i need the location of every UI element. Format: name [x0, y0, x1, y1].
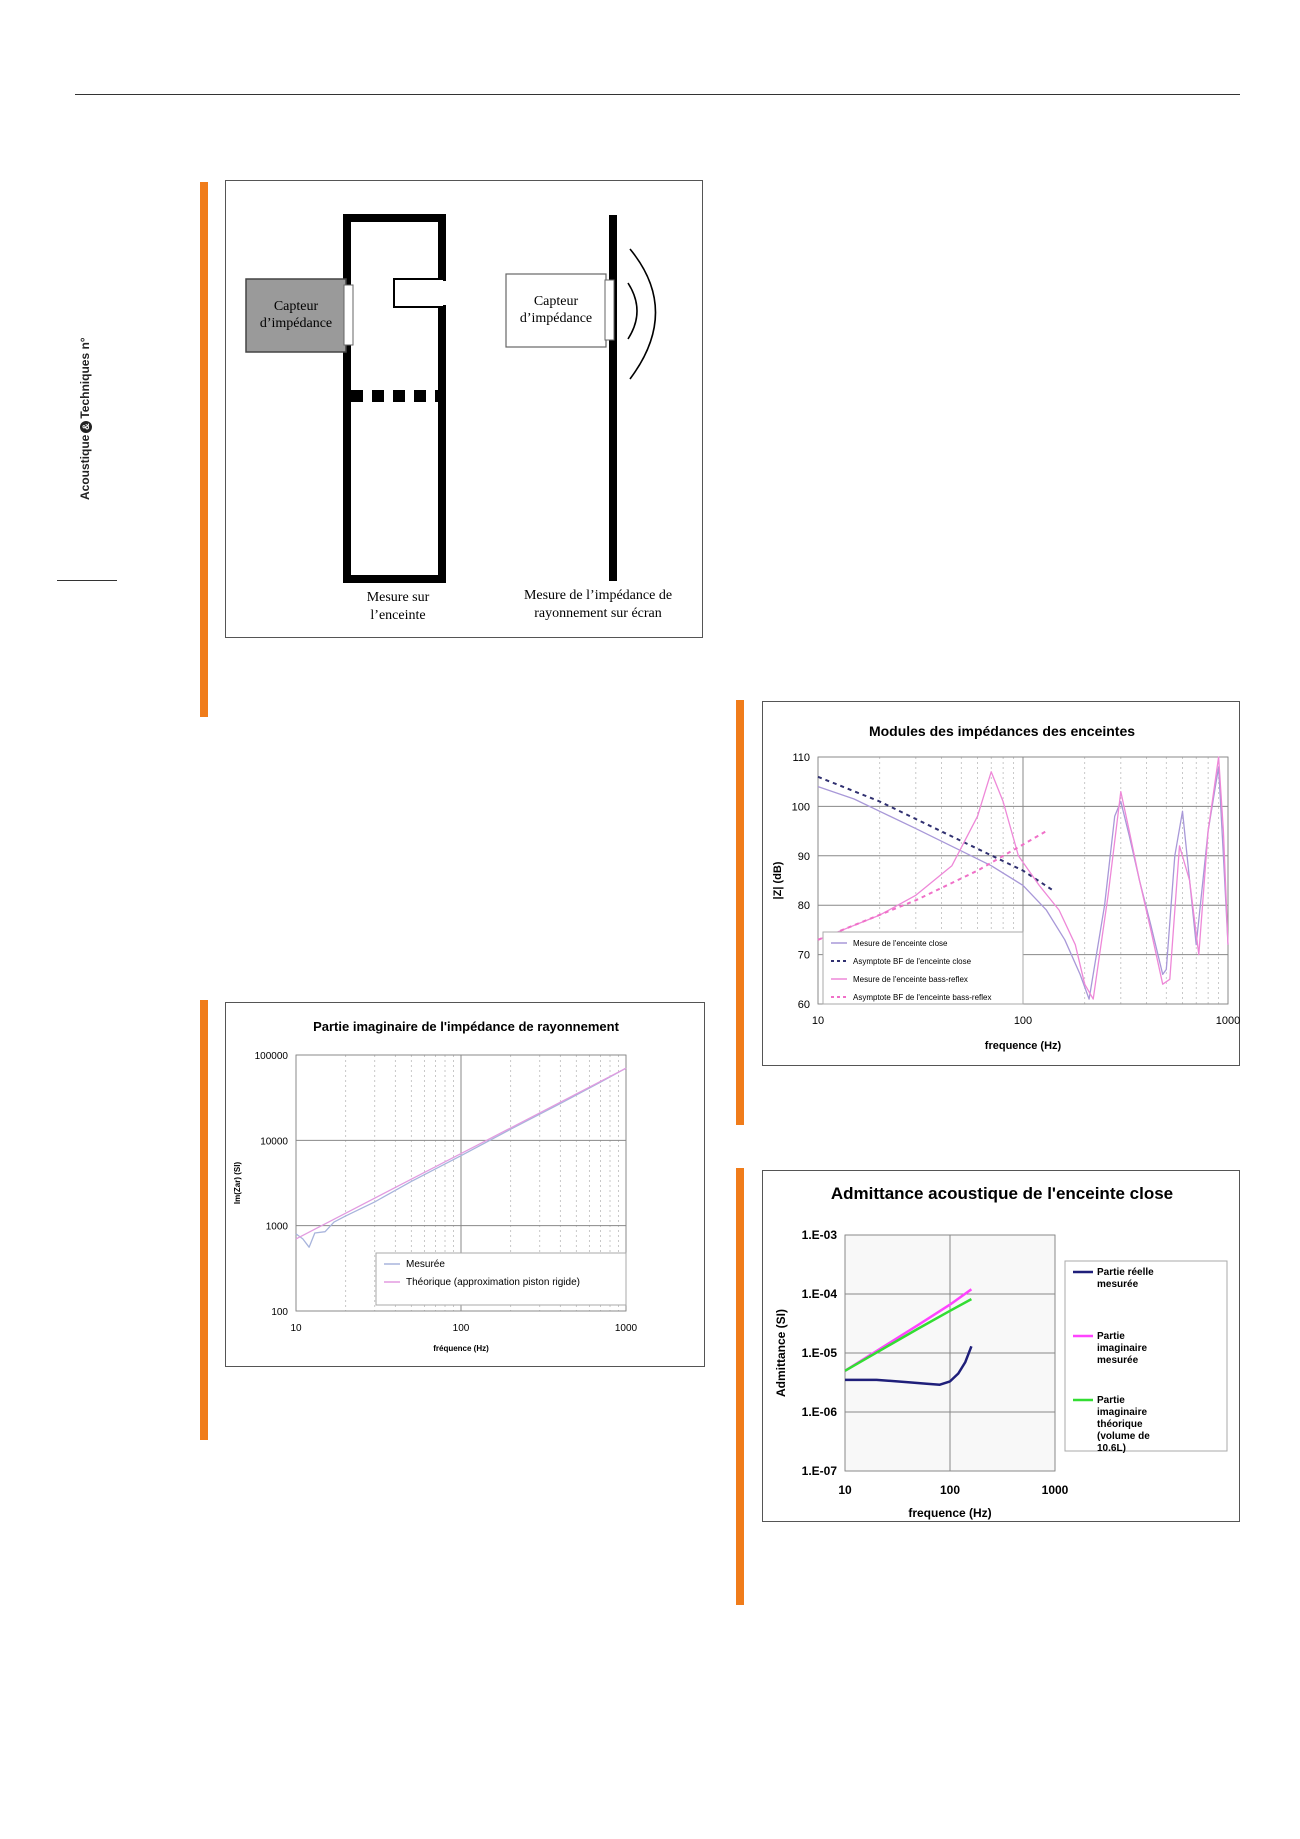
legend-label-3: Asymptote BF de l'enceinte bass-reflex	[853, 993, 992, 1002]
journal-name	[78, 337, 92, 500]
x-axis-label: fréquence (Hz)	[433, 1344, 489, 1353]
enclosure-impedance-chart-svg	[763, 702, 1241, 1067]
x-tick-label: 1000	[1041, 1483, 1069, 1497]
y-tick-label: 90	[797, 850, 810, 863]
legend-label-2: Mesure de l'enceinte bass-reflex	[853, 975, 968, 984]
measurement-diagram-svg	[226, 181, 704, 639]
sensor-coupler-left	[344, 285, 353, 345]
caption-right-line2: rayonnement sur écran	[534, 606, 662, 621]
bass-reflex-port	[394, 279, 444, 307]
x-tick-label: 100	[939, 1483, 961, 1497]
chart-title: Admittance acoustique de l'enceinte close	[830, 1184, 1174, 1203]
sensor-label-right-line2: d’impédance	[519, 311, 593, 326]
legend-label-1: Théorique (approximation piston rigide)	[406, 1277, 580, 1288]
y-tick-label: 1000	[265, 1221, 288, 1233]
sound-wave-inner	[628, 283, 637, 339]
y-tick-label: 1.E-04	[801, 1287, 837, 1301]
y-axis-label: |Z| (dB)	[772, 861, 784, 900]
y-tick-label: 80	[797, 900, 810, 913]
x-axis-label: frequence (Hz)	[984, 1040, 1062, 1052]
figure4-accent-bar	[736, 1168, 744, 1605]
chart-title: Modules des impédances des enceintes	[868, 723, 1136, 739]
figure2-accent-bar	[200, 1000, 208, 1440]
journal-logo-icon: &	[80, 421, 92, 433]
sensor-label-left-line1: Capteur	[273, 299, 319, 314]
y-tick-label: 100	[791, 801, 810, 814]
legend-label-0: Mesure de l'enceinte close	[853, 939, 948, 948]
measurement-diagram	[225, 180, 703, 638]
caption-right-line1: Mesure de l’impédance de	[523, 588, 673, 603]
margin-rule	[57, 580, 117, 581]
y-tick-label: 10000	[260, 1136, 288, 1148]
y-tick-label: 100000	[254, 1051, 288, 1062]
x-tick-label: 100	[1013, 1015, 1033, 1027]
caption-left-line2: l’enceinte	[370, 608, 426, 623]
enclosure-impedance-chart	[762, 701, 1240, 1066]
figure3-accent-bar	[736, 700, 744, 1125]
legend-label-2: Partie imaginaire théorique (volume de 10.6L)	[1097, 1395, 1150, 1454]
sensor-label-left-line2: d’impédance	[259, 316, 333, 331]
journal-name-part2: Techniques n°	[78, 337, 92, 419]
x-axis-label: frequence (Hz)	[908, 1506, 992, 1520]
x-tick-label: 100	[452, 1323, 470, 1334]
sensor-coupler-right	[605, 280, 614, 340]
port-opening	[439, 281, 447, 305]
admittance-chart-svg	[763, 1171, 1241, 1523]
x-tick-label: 10	[811, 1015, 825, 1027]
caption-left-line1: Mesure sur	[366, 590, 430, 605]
y-tick-label: 1.E-05	[801, 1346, 837, 1360]
x-tick-label: 10	[290, 1323, 302, 1334]
legend-label-1: Asymptote BF de l'enceinte close	[853, 957, 972, 966]
sensor-label-right-line1: Capteur	[533, 294, 579, 309]
sound-wave-outer	[630, 249, 656, 379]
chart-title: Partie imaginaire de l'impédance de rayonnement	[313, 1019, 619, 1034]
y-tick-label: 1.E-06	[801, 1405, 837, 1419]
legend-label-1: Partie imaginaire mesurée	[1097, 1331, 1148, 1366]
y-tick-label: 1.E-07	[801, 1464, 837, 1478]
header-rule	[75, 94, 1240, 95]
y-tick-label: 110	[792, 752, 810, 764]
y-tick-label: 70	[797, 949, 810, 962]
admittance-chart	[762, 1170, 1240, 1522]
journal-name-part1: Acoustique	[78, 434, 92, 500]
figure1-accent-bar	[200, 182, 208, 717]
legend-box	[1065, 1261, 1227, 1451]
y-axis-label: Admittance (SI)	[774, 1308, 788, 1398]
y-tick-label: 1.E-03	[801, 1228, 837, 1242]
y-axis-label: Im(Zar) (SI)	[233, 1161, 242, 1205]
y-tick-label: 100	[271, 1307, 288, 1318]
radiation-impedance-chart	[225, 1002, 705, 1367]
x-tick-label: 10	[838, 1483, 852, 1497]
legend-label-0: Partie réelle mesurée	[1097, 1267, 1154, 1290]
x-tick-label: 1000	[614, 1323, 638, 1334]
radiation-impedance-chart-svg	[226, 1003, 706, 1368]
x-tick-label: 1000	[1215, 1015, 1241, 1027]
y-tick-label: 60	[797, 999, 810, 1011]
legend-label-0: Mesurée	[406, 1259, 445, 1270]
